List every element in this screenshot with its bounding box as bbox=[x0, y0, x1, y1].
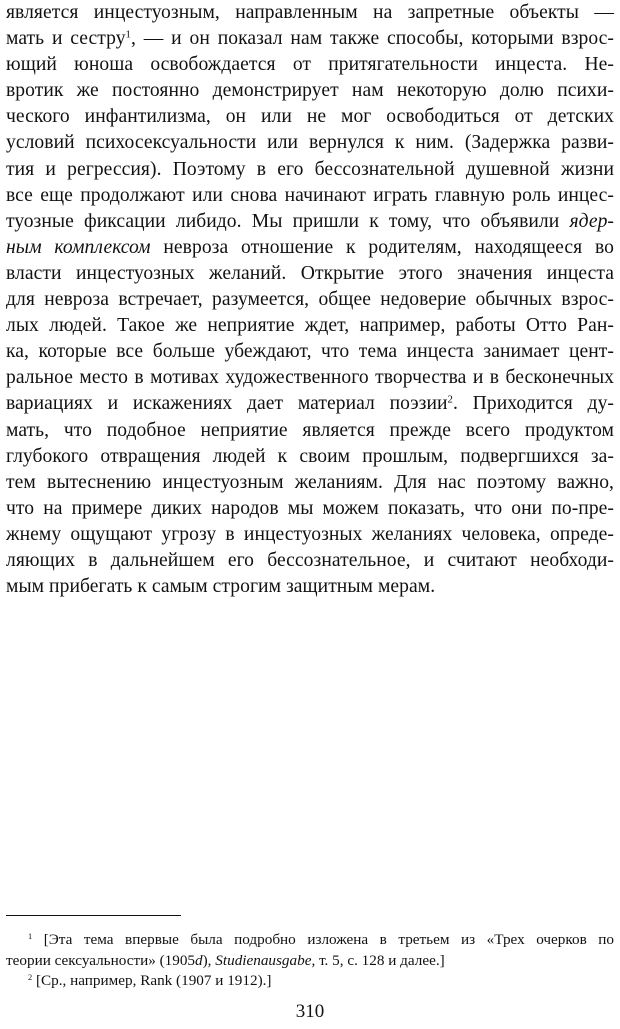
footnotes-block bbox=[6, 930, 614, 992]
footnote-ref-2: 2 bbox=[447, 393, 453, 406]
text-line-16-rest: . Приходится ду- bbox=[452, 393, 614, 415]
text-line-10 bbox=[6, 235, 614, 261]
text-line-22: ляющих в дальнейшем его бессознательное, и считают необходи- bbox=[6, 549, 614, 571]
footnote-1-line-1 bbox=[6, 930, 614, 951]
text-line-14: ка, которые все больше убеждают, что тема инцеста занимает цент- bbox=[6, 341, 614, 363]
footnote-2 bbox=[6, 971, 614, 992]
italic-term-start: ядер- bbox=[569, 210, 614, 232]
text-line-2-start: мать и сестру bbox=[6, 28, 126, 50]
text-line-17: мать, что подобное неприятие является прежде всего продуктом bbox=[6, 419, 614, 441]
page-number: 310 bbox=[295, 1001, 325, 1022]
text-line-1: является инцестуозным, направленным на запретные объекты — bbox=[6, 2, 614, 23]
footnote-1-source-title: Studienausgabe bbox=[215, 951, 312, 969]
footnote-1-line-2 bbox=[6, 951, 614, 972]
footnote-separator bbox=[6, 915, 181, 916]
footnote-2-marker: 2 bbox=[28, 972, 33, 982]
text-line-5: ческого инфантилизма, он или не мог освободиться от детских bbox=[6, 106, 614, 128]
main-text-block bbox=[6, 0, 614, 600]
text-line-16-start: вариациях и искажениях дает материал поэзии bbox=[6, 393, 448, 415]
text-line-10-rest: невроза отношение к родителям, находящееся во bbox=[163, 236, 614, 258]
footnote-ref-1: 1 bbox=[125, 28, 131, 41]
text-line-13: лых людей. Такое же неприятие ждет, например, работы Отто Ран- bbox=[6, 315, 614, 337]
text-line-3: ющий юноша освобождается от притягательности инцеста. Не- bbox=[6, 54, 614, 76]
text-line-9-start: туозные фиксации либидо. Мы пришли к тому, что объявили bbox=[6, 210, 560, 232]
text-line-2-rest: , — и он показал нам также способы, которыми взрос- bbox=[130, 28, 614, 50]
footnote-1-text-start: [Эта тема впервые была подробно изложена в третьем из «Трех очерков по bbox=[43, 931, 615, 948]
text-line-23: мым прибегать к самым строгим защитным мерам. bbox=[6, 576, 436, 598]
italic-term-end: ным комплексом bbox=[6, 236, 151, 258]
footnote-1-marker: 1 bbox=[28, 931, 33, 941]
text-line-16 bbox=[6, 391, 614, 417]
footnote-2-text: [Ср., например, Rank (1907 и 1912).] bbox=[35, 972, 272, 989]
text-line-18: глубокого отвращения людей к своим прошлым, подвергшихся за- bbox=[6, 445, 614, 467]
text-line-6: условий психосексуальности или вернулся к ним. (Задержка разви- bbox=[6, 132, 614, 154]
text-line-4: вротик же постоянно демонстрирует нам некоторую долю психи- bbox=[6, 80, 614, 102]
text-line-7: тия и регрессия). Поэтому в его бессознательной душевной жизни bbox=[6, 158, 614, 180]
text-line-12: для невроза встречает, разумеется, общее недоверие обычных взрос- bbox=[6, 289, 614, 311]
text-line-21: жнему ощущают угрозу в инцестуозных желаниях человека, опреде- bbox=[6, 523, 614, 545]
text-line-8: все еще продолжают или снова начинают играть главную роль инцес- bbox=[6, 184, 614, 206]
text-line-20: что на примере диких народов мы можем показать, что они по-пре- bbox=[6, 497, 614, 519]
footnote-1-year-suffix: d bbox=[195, 951, 203, 969]
footnote-1-text-b: ), bbox=[202, 951, 212, 969]
footnote-1-text-c: , т. 5, с. 128 и далее.] bbox=[311, 951, 445, 969]
text-line-2 bbox=[6, 26, 614, 52]
text-line-9 bbox=[6, 209, 614, 235]
text-line-15: ральное место в мотивах художественного творчества и в бесконечных bbox=[6, 367, 614, 389]
text-line-11: власти инцестуозных желаний. Открытие этого значения инцеста bbox=[6, 262, 614, 284]
text-line-19: тем вытеснению инцестуозным желаниям. Для нас поэтому важно, bbox=[6, 471, 614, 493]
footnote-1-text-a: теории сексуальности» (1905 bbox=[6, 951, 196, 969]
